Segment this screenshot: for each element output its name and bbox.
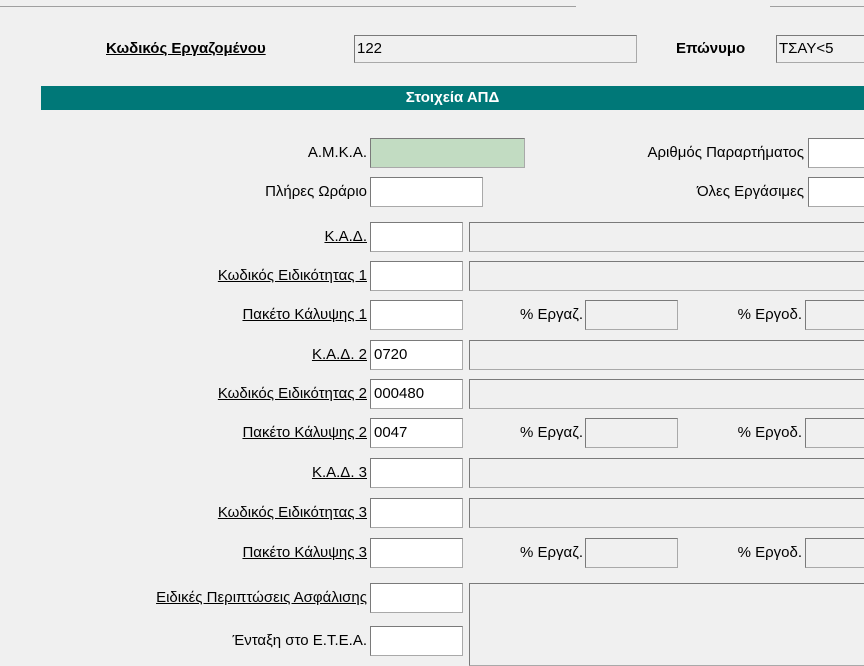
- kad2-field[interactable]: 0720: [370, 340, 463, 370]
- employer-percent-label-2: % Εργοδ.: [737, 424, 802, 441]
- kad3-label[interactable]: Κ.Α.Δ. 3: [311, 464, 367, 481]
- branch-number-field[interactable]: [808, 138, 864, 168]
- kad3-field[interactable]: [370, 458, 463, 488]
- package2-field[interactable]: 0047: [370, 418, 463, 448]
- kad1-label[interactable]: Κ.Α.Δ.: [324, 228, 367, 245]
- specialty2-description: [469, 379, 864, 409]
- kad2-label[interactable]: Κ.Α.Δ. 2: [311, 346, 367, 363]
- specialty3-label[interactable]: Κωδικός Ειδικότητας 3: [217, 504, 367, 521]
- package1-field[interactable]: [370, 300, 463, 330]
- employee-percent-field-2[interactable]: [585, 418, 678, 448]
- all-working-days-field[interactable]: [808, 177, 864, 207]
- employee-percent-field-1[interactable]: [585, 300, 678, 330]
- specialty3-description: [469, 498, 864, 528]
- employee-percent-label-1: % Εργαζ.: [520, 306, 583, 323]
- etea-inclusion-field[interactable]: [370, 626, 463, 656]
- kad2-description: [469, 340, 864, 370]
- special-insurance-cases-description: [469, 583, 864, 666]
- package2-label[interactable]: Πακέτο Κάλυψης 2: [242, 424, 367, 441]
- specialty1-label[interactable]: Κωδικός Ειδικότητας 1: [217, 267, 367, 284]
- kad1-field[interactable]: [370, 222, 463, 252]
- top-separator-right: [770, 6, 864, 7]
- package3-field[interactable]: [370, 538, 463, 568]
- special-insurance-cases-field[interactable]: [370, 583, 463, 613]
- employer-percent-label-3: % Εργοδ.: [737, 544, 802, 561]
- surname-field[interactable]: ΤΣΑΥ<5: [776, 35, 864, 63]
- employer-percent-field-1[interactable]: [805, 300, 864, 330]
- surname-label: Επώνυμο: [676, 40, 746, 57]
- employee-percent-field-3[interactable]: [585, 538, 678, 568]
- all-working-days-label: Όλες Εργάσιμες: [696, 183, 804, 200]
- etea-inclusion-label: Ένταξη στο Ε.Τ.Ε.Α.: [232, 632, 367, 649]
- employer-percent-field-2[interactable]: [805, 418, 864, 448]
- special-insurance-cases-label[interactable]: Ειδικές Περιπτώσεις Ασφάλισης: [156, 589, 367, 606]
- full-time-label: Πλήρες Ωράριο: [265, 183, 367, 200]
- employer-percent-label-1: % Εργοδ.: [737, 306, 802, 323]
- package3-label[interactable]: Πακέτο Κάλυψης 3: [242, 544, 367, 561]
- amka-label: Α.Μ.Κ.Α.: [307, 144, 367, 161]
- amka-field[interactable]: [370, 138, 525, 168]
- specialty3-field[interactable]: [370, 498, 463, 528]
- employee-code-field[interactable]: 122: [354, 35, 637, 63]
- employee-percent-label-2: % Εργαζ.: [520, 424, 583, 441]
- section-title: Στοιχεία ΑΠΔ: [41, 86, 864, 110]
- package1-label[interactable]: Πακέτο Κάλυψης 1: [242, 306, 367, 323]
- specialty1-description: [469, 261, 864, 291]
- employee-code-label[interactable]: Κωδικός Εργαζομένου: [106, 40, 266, 57]
- employee-percent-label-3: % Εργαζ.: [520, 544, 583, 561]
- branch-number-label: Αριθμός Παραρτήματος: [647, 144, 804, 161]
- kad3-description: [469, 458, 864, 488]
- kad1-description: [469, 222, 864, 252]
- full-time-field[interactable]: [370, 177, 483, 207]
- specialty2-label[interactable]: Κωδικός Ειδικότητας 2: [217, 385, 367, 402]
- specialty1-field[interactable]: [370, 261, 463, 291]
- top-separator-left: [0, 6, 576, 7]
- employer-percent-field-3[interactable]: [805, 538, 864, 568]
- specialty2-field[interactable]: 000480: [370, 379, 463, 409]
